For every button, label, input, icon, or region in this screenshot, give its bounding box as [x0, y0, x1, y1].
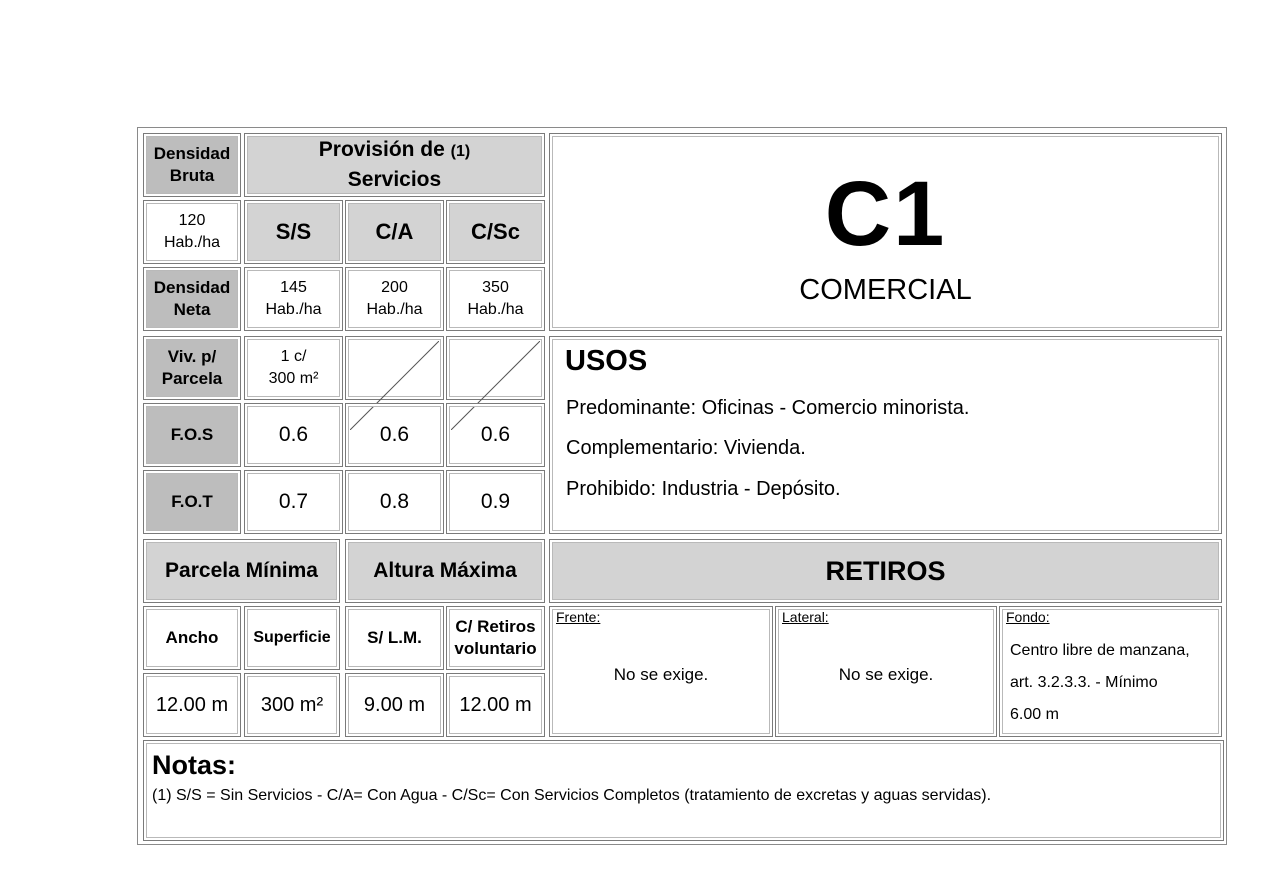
viv-parcela-label — [143, 336, 241, 400]
densidad-neta-csc-unit: Hab./ha — [467, 301, 524, 318]
con-retiros-label-line1: C/ Retiros — [455, 617, 536, 636]
fos-csc: 0.6 — [446, 403, 545, 467]
fos-ca: 0.6 — [345, 403, 444, 467]
ancho-value: 12.00 m — [143, 673, 241, 737]
densidad-bruta-value — [143, 200, 241, 264]
superficie-value: 300 m² — [244, 673, 340, 737]
densidad-neta-label — [143, 267, 241, 331]
retiro-lateral — [775, 606, 997, 737]
densidad-bruta-unit: Hab./ha — [163, 234, 221, 251]
retiro-fondo-line3: 6.00 m — [1010, 706, 1059, 723]
retiro-lateral-label: Lateral: — [782, 609, 829, 625]
fot-ss: 0.7 — [244, 470, 343, 534]
col-header-ca: C/A — [345, 200, 444, 264]
densidad-neta-ca-number: 200 — [381, 279, 408, 296]
uso-predominante: Predominante: Oficinas - Comercio minorista. — [566, 397, 970, 419]
usos-box — [549, 336, 1222, 534]
col-header-csc: C/Sc — [446, 200, 545, 264]
provision-title-line1: Provisión de (1) — [318, 138, 471, 161]
retiro-lateral-value: No se exige. — [838, 665, 934, 684]
viv-parcela-label-line2: Parcela — [161, 369, 223, 388]
densidad-neta-ca-unit: Hab./ha — [366, 301, 423, 318]
retiro-frente-label: Frente: — [556, 609, 601, 625]
viv-parcela-label-line1: Viv. p/ — [167, 347, 217, 366]
slm-label: S/ L.M. — [345, 606, 444, 670]
retiro-fondo-line1: Centro libre de manzana, — [1010, 642, 1190, 659]
fos-ss: 0.6 — [244, 403, 343, 467]
notas-box — [143, 740, 1224, 841]
densidad-bruta-label-text: Densidad Bruta — [153, 144, 231, 185]
provision-title-line2: Servicios — [347, 168, 442, 191]
retiro-fondo-label: Fondo: — [1006, 609, 1050, 625]
con-retiros-value: 12.00 m — [446, 673, 545, 737]
notas-text: (1) S/S = Sin Servicios - C/A= Con Agua - C/Sc= Con Servicios Completos (tratamiento de excretas y aguas servidas). — [152, 787, 992, 804]
zone-title-box — [549, 133, 1222, 331]
zone-name: COMERCIAL — [799, 274, 972, 306]
altura-maxima-header: Altura Máxima — [345, 539, 545, 603]
fot-label: F.O.T — [143, 470, 241, 534]
densidad-neta-ss — [244, 267, 343, 331]
densidad-neta-csc-number: 350 — [482, 279, 509, 296]
fos-label: F.O.S — [143, 403, 241, 467]
notas-title: Notas: — [152, 750, 237, 780]
col-header-ss: S/S — [244, 200, 343, 264]
slm-value: 9.00 m — [345, 673, 444, 737]
densidad-neta-ss-unit: Hab./ha — [265, 301, 322, 318]
superficie-label: Superficie — [244, 606, 340, 670]
densidad-bruta-number: 120 — [178, 212, 206, 229]
densidad-bruta-label — [143, 133, 241, 197]
retiro-frente — [549, 606, 773, 737]
retiro-fondo — [999, 606, 1222, 737]
ancho-label: Ancho — [143, 606, 241, 670]
densidad-neta-ca — [345, 267, 444, 331]
viv-parcela-ca-empty — [345, 336, 444, 400]
viv-parcela-csc-empty — [446, 336, 545, 400]
con-retiros-label-line2: voluntario — [454, 639, 537, 658]
densidad-neta-label-line2: Neta — [173, 300, 211, 319]
uso-complementario: Complementario: Vivienda. — [566, 437, 806, 459]
uso-prohibido: Prohibido: Industria - Depósito. — [566, 478, 841, 500]
parcela-minima-header: Parcela Mínima — [143, 539, 340, 603]
viv-parcela-value — [244, 336, 343, 400]
con-retiros-label — [446, 606, 545, 670]
densidad-neta-csc — [446, 267, 545, 331]
retiro-frente-value: No se exige. — [613, 665, 709, 684]
retiro-fondo-line2: art. 3.2.3.3. - Mínimo — [1010, 674, 1158, 691]
viv-parcela-value-line1: 1 c/ — [280, 348, 307, 365]
provision-title-ref: (1) — [450, 143, 471, 160]
usos-title: USOS — [565, 345, 648, 377]
densidad-neta-label-line1: Densidad — [153, 278, 231, 297]
fot-ca: 0.8 — [345, 470, 444, 534]
densidad-neta-ss-number: 145 — [280, 279, 307, 296]
zone-code: C1 — [824, 163, 947, 265]
fot-csc: 0.9 — [446, 470, 545, 534]
viv-parcela-value-line2: 300 m² — [268, 370, 319, 387]
provision-header — [244, 133, 545, 197]
retiro-fondo-value — [1010, 635, 1190, 731]
retiros-header: RETIROS — [549, 539, 1222, 603]
